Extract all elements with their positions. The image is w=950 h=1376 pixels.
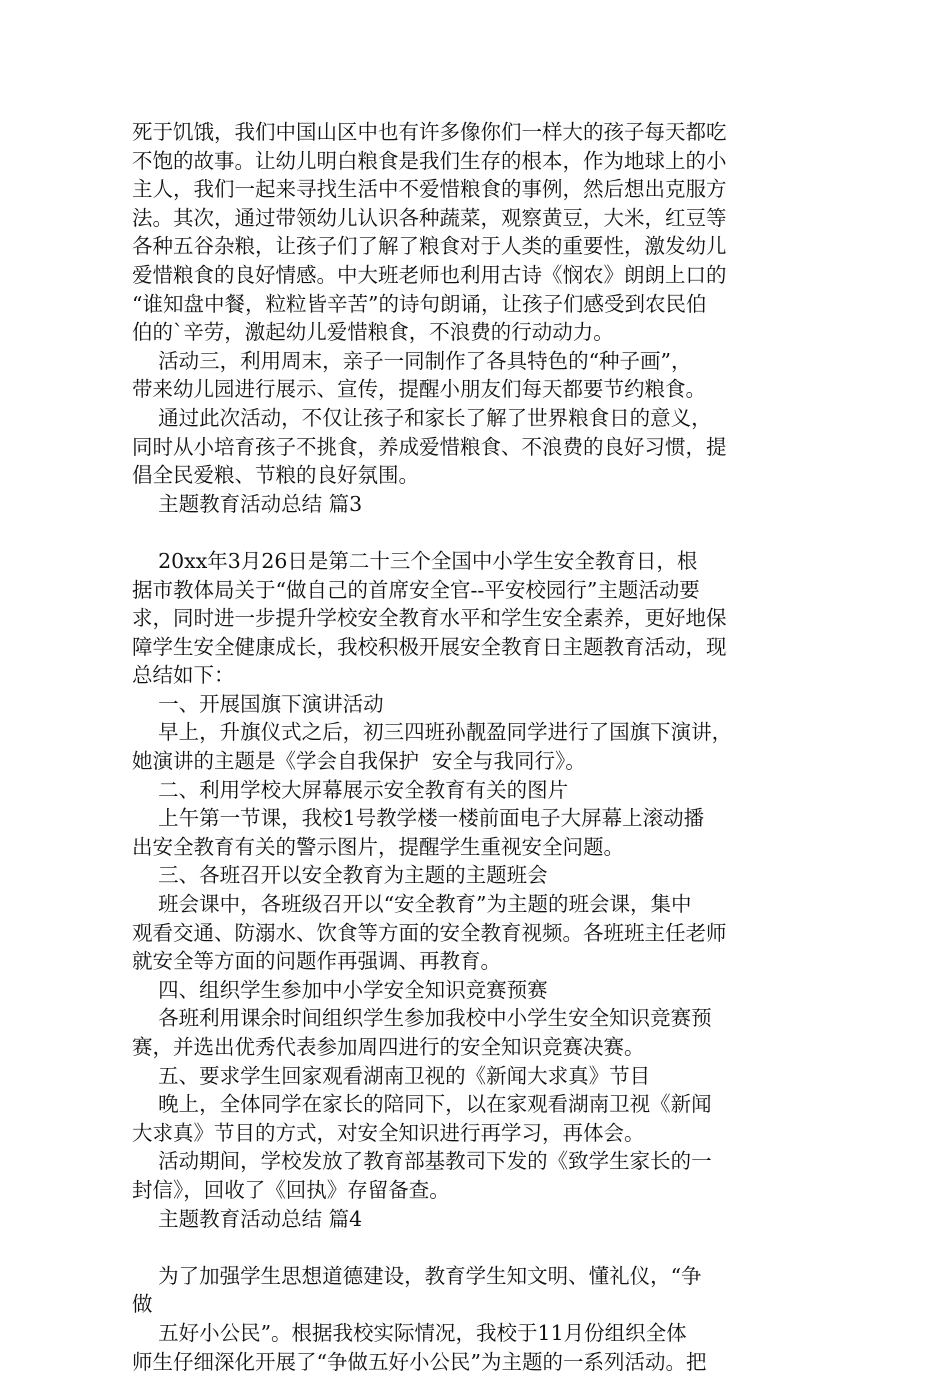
text-line: 晚上，全体同学在家长的陪同下，以在家观看湖南卫视《新闻 [132, 1092, 712, 1117]
text-line: 为了加强学生思想道德建设，教育学生知文明、懂礼仪，“争 [132, 1263, 702, 1288]
text-line: 死于饥饿，我们中国山区中也有许多像你们一样大的孩子每天都吃 [132, 120, 727, 144]
text-line: 活动三，利用周末，亲子一同制作了各具特色的“种子画”， [132, 348, 692, 373]
document-body [132, 118, 812, 1376]
text-line: 带来幼儿园进行展示、宣传，提醒小朋友们每天都要节约粮食。 [132, 377, 706, 402]
text-line: “谁知盘中餐，粒粒皆辛苦”的诗句朗诵，让孩子们感受到农民伯 [132, 291, 707, 316]
text-line: 五、要求学生回家观看湖南卫视的《新闻大求真》节目 [132, 1063, 651, 1088]
text-line: 大求真》节目的方式，对安全知识进行再学习，再体会。 [132, 1120, 645, 1145]
text-line: 上午第一节课，我校1号教学楼一楼前面电子大屏幕上滚动播 [132, 806, 705, 831]
text-line: 做 [132, 1292, 153, 1317]
text-line: 主题教育活动总结 篇4 [132, 1206, 363, 1231]
text-line: 出安全教育有关的警示图片，提醒学生重视安全问题。 [132, 834, 624, 859]
text-line: 观看交通、防溺水、饮食等方面的安全教育视频。各班班主任老师 [132, 920, 727, 945]
text-line: 师生仔细深化开展了“争做五好小公民”为主题的一系列活动。把 [132, 1349, 707, 1374]
text-line: 20xx年3月26日是第二十三个全国中小学生安全教育日，根 [132, 548, 698, 573]
text-line: 倡全民爱粮、节粮的良好氛围。 [132, 463, 419, 488]
blank-line [132, 1233, 812, 1262]
text-line: 据市教体局关于“做自己的首席安全官--平安校园行”主题活动要 [132, 577, 700, 602]
text-line: 主题教育活动总结 篇3 [132, 491, 363, 516]
text-line: 爱惜粮食的良好情感。中大班老师也利用古诗《悯农》朗朗上口的 [132, 262, 727, 287]
text-line: 伯的`辛劳，激起幼儿爱惜粮食，不浪费的行动动力。 [132, 320, 614, 345]
text-line: 各班利用课余时间组织学生参加我校中小学生安全知识竞赛预 [132, 1006, 712, 1031]
text-line: 五好小公民”。根据我校实际情况，我校于11月份组织全体 [132, 1320, 687, 1345]
text-line: 早上，升旗仪式之后，初三四班孙靓盈同学进行了国旗下演讲， [132, 720, 733, 745]
text-line: 各种五谷杂粮，让孩子们了解了粮食对于人类的重要性，激发幼儿 [132, 234, 727, 259]
text-line: 封信》，回收了《回执》存留备查。 [132, 1177, 450, 1202]
text-line: 三、各班召开以安全教育为主题的主题班会 [132, 863, 548, 888]
text-line: 赛，并选出优秀代表参加周四进行的安全知识竞赛决赛。 [132, 1035, 645, 1059]
text-line: 主人，我们一起来寻找生活中不爱惜粮食的事例，然后想出克服方 [132, 177, 727, 202]
text-line: 不饱的故事。让幼儿明白粮食是我们生存的根本，作为地球上的小 [132, 148, 727, 173]
text-line: 班会课中，各班级召开以“安全教育”为主题的班会课，集中 [132, 892, 692, 917]
text-line: 法。其次，通过带领幼儿认识各种蔬菜，观察黄豆，大米，红豆等 [132, 205, 727, 230]
text-line: 总结如下： [132, 663, 235, 688]
text-line: 一、开展国旗下演讲活动 [132, 691, 384, 716]
blank-line [132, 518, 812, 547]
text-line: 求，同时进一步提升学校安全教育水平和学生安全素养，更好地保 [132, 606, 727, 631]
text-line: 障学生安全健康成长，我校积极开展安全教育日主题教育活动，现 [132, 634, 727, 659]
text-line: 同时从小培育孩子不挑食，养成爱惜粮食、不浪费的良好习惯，提 [132, 434, 727, 459]
text-line: 二、利用学校大屏幕展示安全教育有关的图片 [132, 777, 569, 802]
text-line: 活动期间，学校发放了教育部基教司下发的《致学生家长的一 [132, 1149, 712, 1174]
text-line: 她演讲的主题是《学会自我保护 安全与我同行》。 [132, 749, 586, 774]
text-line: 就安全等方面的问题作再强调、再教育。 [132, 949, 501, 974]
text-line: 通过此次活动，不仅让孩子和家长了解了世界粮食日的意义， [132, 405, 712, 430]
text-line: 四、组织学生参加中小学安全知识竞赛预赛 [132, 977, 548, 1002]
